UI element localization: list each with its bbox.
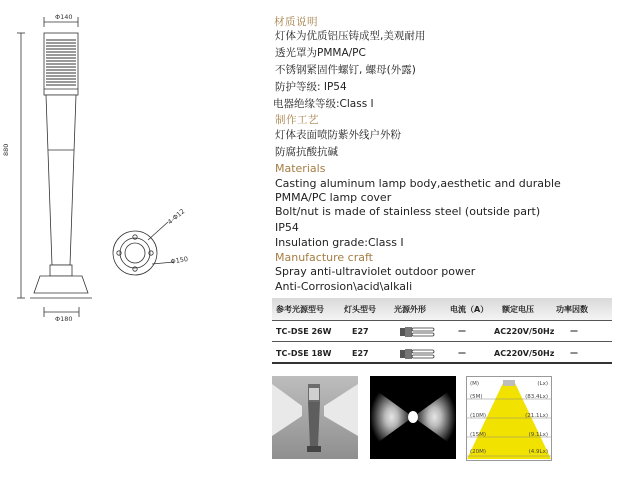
model-cell: TC-DSE 26W	[276, 327, 332, 336]
table-header: 功率因数	[556, 305, 588, 314]
hole-circle-label: Φ150	[170, 254, 189, 266]
hole-spec-label: 4-Φ12	[166, 207, 187, 227]
table-header: 电流（A）	[450, 305, 489, 314]
materials-line-cn: 透光罩为PMMA/PC	[275, 47, 366, 59]
current-cell: —	[458, 326, 466, 335]
materials-line-cn: 电器绝缘等级:Class I	[273, 98, 374, 110]
distance-label: (5M)	[470, 394, 483, 400]
table-header-row	[272, 298, 612, 321]
craft-line-cn: 防腐抗酸抗碱	[275, 146, 338, 158]
top-width-label: Φ140	[55, 13, 73, 21]
distance-label: (10M)	[470, 413, 487, 419]
materials-heading-cn: 材质说明	[274, 16, 318, 28]
cfl-bulb-icon	[400, 326, 436, 338]
materials-heading-en: Materials	[275, 162, 326, 175]
base-cell: E27	[352, 349, 369, 358]
cfl-bulb-icon	[400, 348, 436, 360]
model-cell: TC-DSE 18W	[276, 349, 332, 358]
craft-line-cn: 灯体表面喷防紫外线户外粉	[275, 129, 401, 141]
distance-unit-label: (M)	[470, 381, 480, 387]
illuminance-diagram	[466, 376, 552, 461]
materials-line-cn: 不锈钢紧固件螺钉, 螺母(外露)	[275, 64, 416, 76]
lamp-body	[46, 95, 76, 265]
table-header: 灯头型号	[344, 305, 376, 314]
craft-heading-en: Manufacture craft	[275, 251, 373, 264]
lamp-render-image	[272, 376, 358, 459]
height-label: 880	[2, 143, 10, 156]
craft-heading-cn: 制作工艺	[275, 114, 319, 126]
materials-line-cn: 灯体为优质铝压铸成型,美观耐用	[275, 30, 426, 42]
voltage-cell: AC220V/50Hz	[494, 327, 555, 336]
lux-label: (21.1Lx)	[525, 413, 548, 419]
table-header: 光源外形	[394, 305, 426, 314]
base-cell: E27	[352, 327, 369, 336]
lux-label: (83.4Lx)	[525, 394, 548, 400]
lamp-base	[34, 276, 88, 293]
technical-drawing	[0, 0, 262, 340]
table-header: 参考光源型号	[276, 305, 324, 314]
current-cell: —	[458, 348, 466, 357]
materials-line-en: Bolt/nut is made of stainless steel (outside part)	[275, 205, 541, 218]
table-header: 额定电压	[502, 305, 534, 314]
distance-label: (15M)	[470, 432, 487, 438]
materials-line-en: PMMA/PC lamp cover	[275, 191, 392, 204]
craft-line-en: Anti-Corrosion\acid\alkali	[275, 280, 413, 293]
materials-line-en: Casting aluminum lamp body,aesthetic and durable	[275, 177, 561, 190]
materials-line-en: Insulation grade:Class I	[275, 236, 404, 249]
pf-cell: —	[570, 326, 578, 335]
pf-cell: —	[570, 348, 578, 357]
materials-line-cn: 防护等级: IP54	[275, 81, 347, 93]
materials-line-en: IP54	[275, 221, 299, 234]
voltage-cell: AC220V/50Hz	[494, 349, 555, 358]
base-width-label: Φ180	[55, 315, 73, 323]
light-beam-image	[370, 376, 456, 459]
lux-unit-label: (Lx)	[537, 381, 548, 387]
distance-label: (20M)	[470, 449, 487, 455]
lux-label: (9.1Lx)	[528, 432, 548, 438]
lux-label: (4.9Lx)	[528, 449, 548, 455]
craft-line-en: Spray anti-ultraviolet outdoor power	[275, 265, 476, 278]
lamp-collar	[50, 265, 72, 276]
